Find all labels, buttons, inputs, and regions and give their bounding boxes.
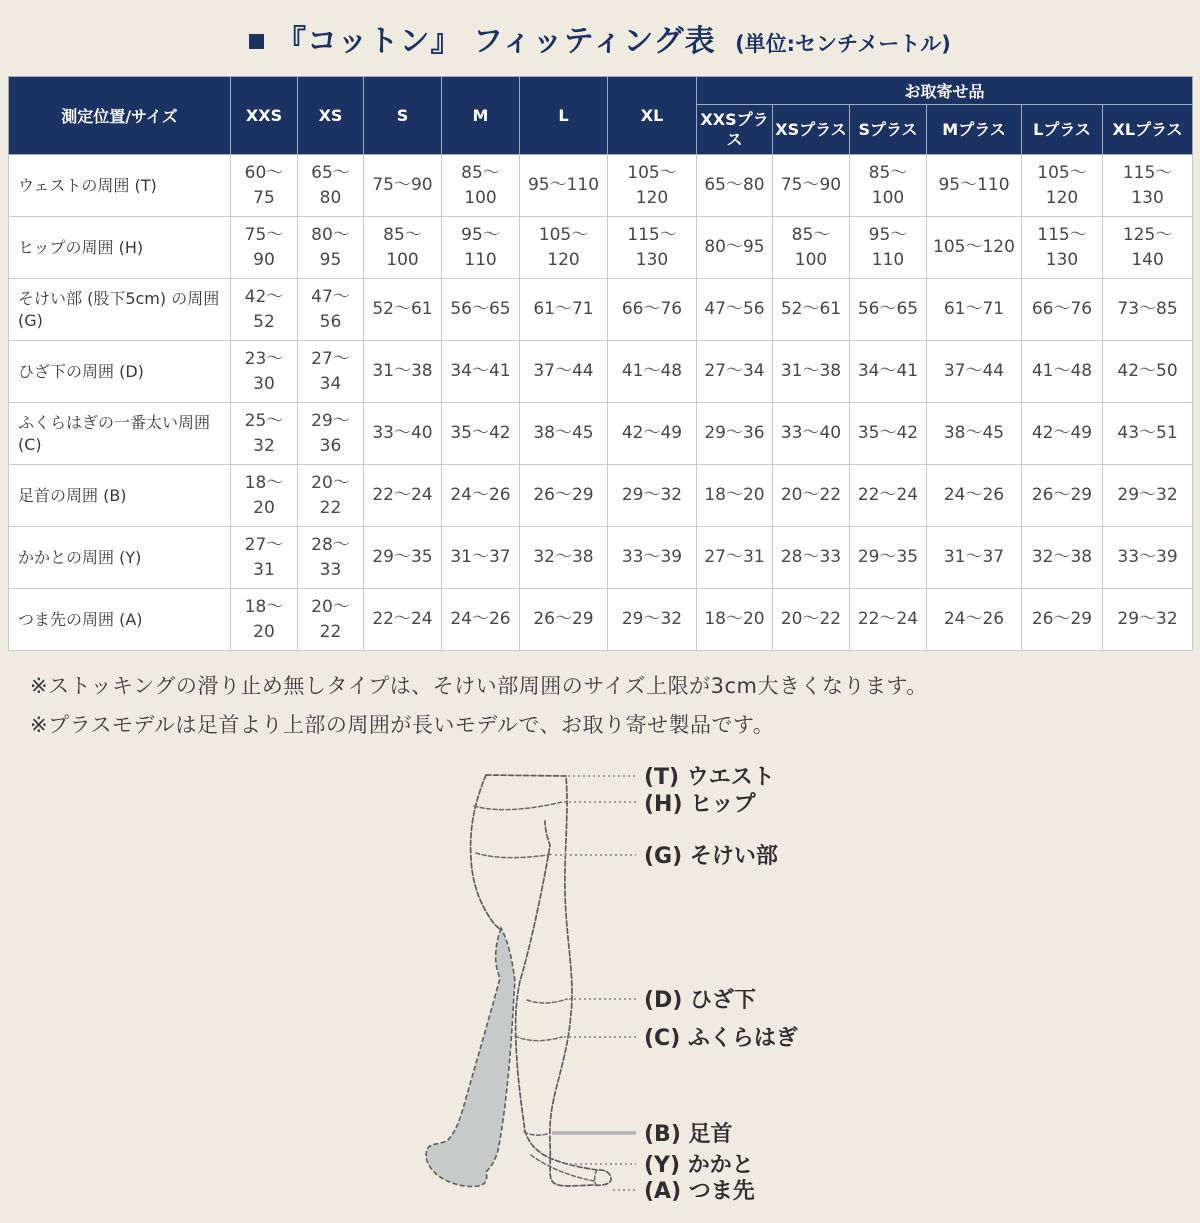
plus-size-value-cell: 18～20	[697, 589, 773, 651]
size-value-cell: 95～110	[442, 217, 520, 279]
back-leg-shape	[426, 928, 515, 1187]
plus-size-value-cell: 26～29	[1022, 465, 1103, 527]
plus-size-value-cell: 56～65	[850, 279, 927, 341]
size-value-cell: 65～80	[298, 155, 364, 217]
size-value-cell: 35～42	[442, 403, 520, 465]
plus-size-value-cell: 26～29	[1022, 589, 1103, 651]
plus-size-value-cell: 105～120	[927, 217, 1022, 279]
diagram-label-ankle: (B) 足首	[644, 1121, 733, 1147]
size-value-cell: 37～44	[520, 341, 608, 403]
plus-size-value-cell: 65～80	[697, 155, 773, 217]
size-value-cell: 29～35	[364, 527, 442, 589]
plus-size-value-cell: 85～100	[850, 155, 927, 217]
size-value-cell: 61～71	[520, 279, 608, 341]
plus-size-value-cell: 24～26	[927, 589, 1022, 651]
size-value-cell: 33～40	[364, 403, 442, 465]
plus-size-value-cell: 37～44	[927, 341, 1022, 403]
size-value-cell: 105～120	[608, 155, 697, 217]
size-value-cell: 95～110	[520, 155, 608, 217]
size-value-cell: 23～30	[231, 341, 298, 403]
plus-size-value-cell: 42～49	[1022, 403, 1103, 465]
size-value-cell: 22～24	[364, 465, 442, 527]
diagram-label-toe: (A) つま先	[644, 1178, 755, 1204]
size-value-cell: 22～24	[364, 589, 442, 651]
size-value-cell: 27～31	[231, 527, 298, 589]
header-row-group	[9, 77, 1193, 105]
row-label-cell: ふくらはぎの一番太い周囲 (C)	[9, 403, 231, 465]
plus-size-value-cell: 28～33	[773, 527, 850, 589]
diagram-label-calf: (C) ふくらはぎ	[644, 1025, 798, 1051]
note-line: ※ストッキングの滑り止め無しタイプは、そけい部周囲のサイズ上限が3cm大きくなります。	[30, 674, 928, 698]
table-row	[9, 217, 1193, 279]
size-value-cell: 18～20	[231, 465, 298, 527]
plus-size-value-cell: 75～90	[773, 155, 850, 217]
plus-size-value-cell: 33～39	[1103, 527, 1193, 589]
size-value-cell: 75～90	[231, 217, 298, 279]
page-title	[0, 0, 1200, 60]
plus-size-value-cell: 29～35	[850, 527, 927, 589]
plus-size-value-cell: 29～36	[697, 403, 773, 465]
size-value-cell: 42～52	[231, 279, 298, 341]
size-value-cell: 85～100	[442, 155, 520, 217]
table-row	[9, 403, 1193, 465]
plus-size-value-cell: 34～41	[850, 341, 927, 403]
size-value-cell: 38～45	[520, 403, 608, 465]
page-title-text: 『コットン』 フィッティング表	[276, 24, 716, 59]
plus-size-value-cell: 29～32	[1103, 465, 1193, 527]
plus-size-value-cell: 73～85	[1103, 279, 1193, 341]
plus-size-value-cell: 20～22	[773, 589, 850, 651]
size-value-cell: 25～32	[231, 403, 298, 465]
size-value-cell: 60～75	[231, 155, 298, 217]
size-col-header-l: L	[520, 77, 608, 155]
plus-size-value-cell: 38～45	[927, 403, 1022, 465]
size-col-header-xs: XS	[298, 77, 364, 155]
row-label-cell: ヒップの周囲 (H)	[9, 217, 231, 279]
plus-size-header-xs: XSプラス	[773, 105, 850, 155]
toe-cap-seam	[595, 1170, 597, 1185]
plus-size-value-cell: 22～24	[850, 589, 927, 651]
note-line: ※プラスモデルは足首より上部の周囲が長いモデルで、お取り寄せ製品です。	[30, 713, 775, 738]
size-value-cell: 34～41	[442, 341, 520, 403]
size-value-cell: 115～130	[608, 217, 697, 279]
size-value-cell: 20～22	[298, 589, 364, 651]
plus-size-value-cell: 24～26	[927, 465, 1022, 527]
size-value-cell: 26～29	[520, 589, 608, 651]
size-col-header-xxs: XXS	[231, 77, 298, 155]
plus-size-value-cell: 125～140	[1103, 217, 1193, 279]
corner-header: 測定位置/サイズ	[9, 77, 231, 155]
plus-size-value-cell: 66～76	[1022, 279, 1103, 341]
table-row	[9, 341, 1193, 403]
row-label-cell: そけい部 (股下5cm) の周囲 (G)	[9, 279, 231, 341]
table-row	[9, 279, 1193, 341]
size-value-cell: 18～20	[231, 589, 298, 651]
row-label-cell: 足首の周囲 (B)	[9, 465, 231, 527]
plus-size-value-cell: 43～51	[1103, 403, 1193, 465]
size-value-cell: 85～100	[364, 217, 442, 279]
plus-size-value-cell: 29～32	[1103, 589, 1193, 651]
plus-size-value-cell: 115～130	[1022, 217, 1103, 279]
plus-size-value-cell: 61～71	[927, 279, 1022, 341]
plus-size-value-cell: 31～37	[927, 527, 1022, 589]
row-label-cell: ウェストの周囲 (T)	[9, 155, 231, 217]
table-row	[9, 589, 1193, 651]
size-value-cell: 24～26	[442, 589, 520, 651]
plus-size-value-cell: 20～22	[773, 465, 850, 527]
plus-size-value-cell: 27～31	[697, 527, 773, 589]
plus-size-value-cell: 32～38	[1022, 527, 1103, 589]
front-leg-thigh-edge	[471, 775, 501, 930]
leg-measurement-diagram	[0, 753, 1200, 1223]
plus-size-value-cell: 95～110	[927, 155, 1022, 217]
order-group-header: お取寄せ品	[697, 77, 1193, 105]
plus-size-value-cell: 33～40	[773, 403, 850, 465]
groin-line	[476, 853, 553, 858]
diagram-label-heel: (Y) かかと	[644, 1152, 754, 1178]
plus-size-value-cell: 47～56	[697, 279, 773, 341]
plus-size-value-cell: 105～120	[1022, 155, 1103, 217]
diagram-label-groin: (G) そけい部	[644, 843, 778, 869]
plus-size-value-cell: 35～42	[850, 403, 927, 465]
diagram-label-hip: (H) ヒップ	[644, 791, 756, 817]
size-value-cell: 52～61	[364, 279, 442, 341]
table-row	[9, 465, 1193, 527]
size-value-cell: 105～120	[520, 217, 608, 279]
plus-size-header-xl: XLプラス	[1103, 105, 1193, 155]
page-title-unit: (単位:センチメートル)	[735, 32, 951, 56]
fitting-table	[8, 76, 1193, 651]
size-value-cell: 56～65	[442, 279, 520, 341]
table-row	[9, 155, 1193, 217]
leg-diagram-svg	[398, 753, 858, 1223]
size-value-cell: 29～36	[298, 403, 364, 465]
hip-line	[474, 802, 562, 810]
diagram-label-below-knee: (D) ひざ下	[644, 987, 757, 1013]
size-value-cell: 31～37	[442, 527, 520, 589]
square-bullet-icon	[249, 34, 264, 49]
size-value-cell: 66～76	[608, 279, 697, 341]
plus-size-header-xxs: XXSプラス	[697, 105, 773, 155]
size-value-cell: 27～34	[298, 341, 364, 403]
plus-size-value-cell: 52～61	[773, 279, 850, 341]
plus-size-value-cell: 31～38	[773, 341, 850, 403]
plus-size-header-m: Mプラス	[927, 105, 1022, 155]
size-col-header-s: S	[364, 77, 442, 155]
plus-size-value-cell: 41～48	[1022, 341, 1103, 403]
size-value-cell: 31～38	[364, 341, 442, 403]
plus-size-header-l: Lプラス	[1022, 105, 1103, 155]
size-value-cell: 42～49	[608, 403, 697, 465]
size-col-header-m: M	[442, 77, 520, 155]
size-value-cell: 28～33	[298, 527, 364, 589]
size-value-cell: 80～95	[298, 217, 364, 279]
size-col-header-xl: XL	[608, 77, 697, 155]
size-value-cell: 24～26	[442, 465, 520, 527]
plus-size-header-s: Sプラス	[850, 105, 927, 155]
size-value-cell: 41～48	[608, 341, 697, 403]
diagram-label-waist: (T) ウエスト	[644, 764, 775, 790]
plus-size-value-cell: 27～34	[697, 341, 773, 403]
plus-size-value-cell: 95～110	[850, 217, 927, 279]
size-value-cell: 32～38	[520, 527, 608, 589]
size-value-cell: 47～56	[298, 279, 364, 341]
table-row	[9, 527, 1193, 589]
size-value-cell: 29～32	[608, 465, 697, 527]
size-value-cell: 26～29	[520, 465, 608, 527]
row-label-cell: つま先の周囲 (A)	[9, 589, 231, 651]
size-value-cell: 20～22	[298, 465, 364, 527]
plus-size-value-cell: 115～130	[1103, 155, 1193, 217]
plus-size-value-cell: 85～100	[773, 217, 850, 279]
plus-size-value-cell: 22～24	[850, 465, 927, 527]
plus-size-value-cell: 18～20	[697, 465, 773, 527]
below-knee-line	[527, 999, 567, 1003]
plus-size-value-cell: 42～50	[1103, 341, 1193, 403]
size-value-cell: 75～90	[364, 155, 442, 217]
row-label-cell: ひざ下の周囲 (D)	[9, 341, 231, 403]
footnotes	[30, 671, 1200, 741]
calf-line	[515, 1036, 562, 1041]
size-value-cell: 29～32	[608, 589, 697, 651]
plus-size-value-cell: 80～95	[697, 217, 773, 279]
size-value-cell: 33～39	[608, 527, 697, 589]
fitting-table-body	[9, 155, 1193, 651]
ankle-line	[524, 1132, 550, 1135]
row-label-cell: かかとの周囲 (Y)	[9, 527, 231, 589]
